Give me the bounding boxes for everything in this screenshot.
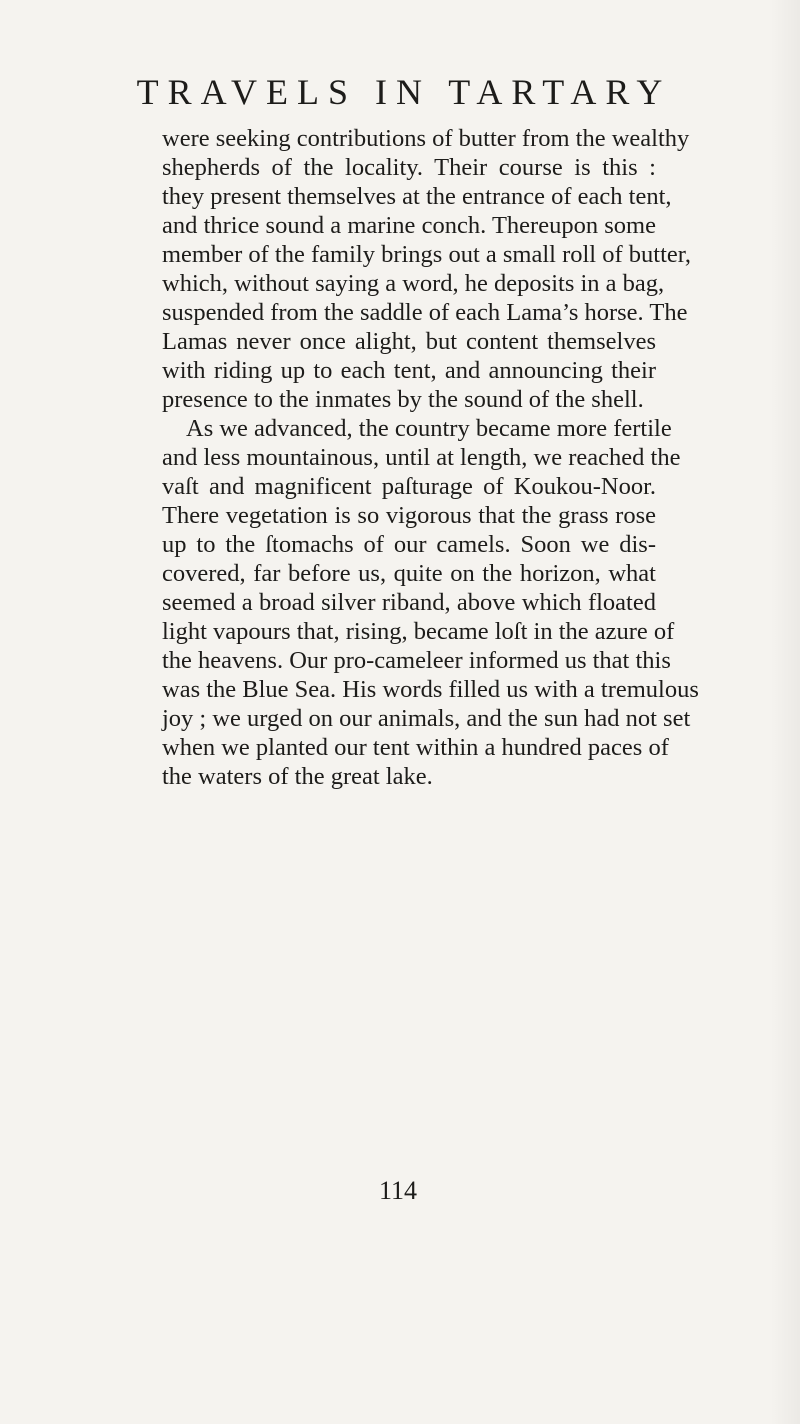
- text-line: the heavens. Our pro-cameleer informed us that this: [162, 647, 671, 674]
- text-line: Lamas never once alight, but content themselves: [162, 328, 656, 355]
- body-text: [162, 124, 699, 791]
- text-line: suspended from the saddle of each Lama’s horse. The: [162, 299, 688, 326]
- text-line: and less mountainous, until at length, we reached the: [162, 444, 681, 471]
- text-line: they present themselves at the entrance of each tent,: [162, 183, 672, 210]
- page-edge-shading: [770, 0, 800, 1424]
- text-line: member of the family brings out a small roll of butter,: [162, 241, 692, 268]
- text-line: were seeking contributions of butter from the wealthy: [162, 125, 690, 152]
- text-line: which, without saying a word, he deposits in a bag,: [162, 270, 665, 297]
- text-line: There vegetation is so vigorous that the grass rose: [162, 502, 656, 529]
- text-line: the waters of the great lake.: [162, 763, 433, 790]
- paragraph-start-line: As we advanced, the country became more fertile: [186, 415, 672, 442]
- text-line: presence to the inmates by the sound of the shell.: [162, 386, 644, 413]
- text-line: up to the ſtomachs of our camels. Soon we dis-: [162, 531, 656, 558]
- text-line: shepherds of the locality. Their course is this :: [162, 154, 656, 181]
- text-line: was the Blue Sea. His words filled us with a tremulous: [162, 676, 699, 703]
- text-line: with riding up to each tent, and announcing their: [162, 357, 656, 384]
- text-line: joy ; we urged on our animals, and the sun had not set: [162, 705, 691, 732]
- running-title: TRAVELS IN TARTARY: [136, 72, 672, 112]
- text-line: seemed a broad silver riband, above which floated: [162, 589, 656, 616]
- page-number: 114: [378, 1176, 418, 1205]
- text-line: vaſt and magnificent paſturage of Koukou-Noor.: [162, 473, 656, 500]
- text-line: light vapours that, rising, became loſt in the azure of: [162, 618, 675, 645]
- text-line: covered, far before us, quite on the horizon, what: [162, 560, 656, 587]
- text-line: when we planted our tent within a hundred paces of: [162, 734, 669, 761]
- text-line: and thrice sound a marine conch. Thereupon some: [162, 212, 656, 239]
